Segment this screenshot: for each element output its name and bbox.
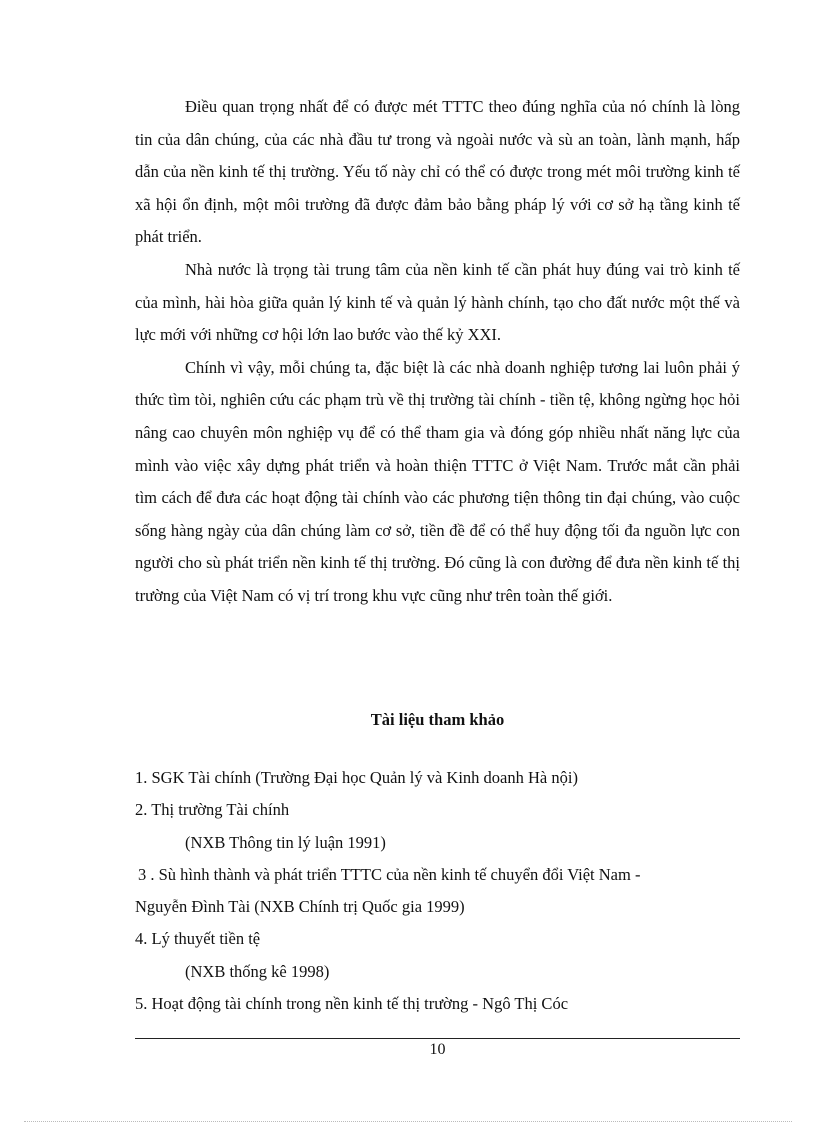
reference-line: 2. Thị trường Tài chính: [135, 800, 290, 820]
paragraph-2: Nhà nước là trọng tài trung tâm của nền kinh tế cần phát huy đúng vai trò kinh tế của mình, hài hòa giữa quản lý kinh tế và quản lý hành chính, tạo cho đất nước một thế và lực mới với những cơ hội lớn lao bước vào thế kỷ XXI.: [135, 259, 740, 345]
reference-line: (NXB Thông tin lý luận 1991): [185, 832, 386, 852]
paragraph-3: Chính vì vậy, mỗi chúng ta, đặc biệt là các nhà doanh nghiệp tương lai luôn phải ý thức tìm tòi, nghiên cứu các phạm trù về thị trường tài chính - tiền tệ, không ngừng học hỏi nâng cao chuyên môn nghiệp vụ để có thể tham gia và đóng góp nhiều nhất năng lực của mình vào việc xây dựng phát triển và hoàn thiện TTTC ở Việt Nam. Trước mắt cần phải tìm cách để đưa các hoạt động tài chính vào các phương tiện thông tin đại chúng, vào cuộc sống hàng ngày của dân chúng làm cơ sở, tiền đề để có thể huy động tối đa nguồn lực con người cho sù phát triển nền kinh tế thị trường. Đó cũng là con đường để đưa nền kinh tế thị trường của Việt Nam có vị trí trong khu vực cũng như trên toàn thế giới.: [135, 357, 740, 605]
page-bottom-border: [24, 1121, 792, 1122]
reference-line: Nguyễn Đình Tài (NXB Chính trị Quốc gia 1999): [135, 897, 465, 917]
page-number: 10: [429, 1041, 446, 1058]
reference-line: 3 . Sù hình thành và phát triển TTTC của nền kinh tế chuyển đổi Việt Nam -: [138, 864, 641, 884]
references-heading: Tài liệu tham khảo: [370, 710, 505, 729]
references-list: [135, 762, 745, 1020]
reference-line: 5. Hoạt động tài chính trong nền kinh tế thị trường - Ngô Thị Cóc: [135, 994, 569, 1014]
reference-line: (NXB thống kê 1998): [185, 961, 330, 981]
reference-line: 4. Lý thuyết tiền tệ: [135, 929, 261, 949]
reference-line: 1. SGK Tài chính (Trường Đại học Quản lý và Kinh doanh Hà nội): [135, 768, 578, 787]
paragraph-1: Điều quan trọng nhất để có được mét TTTC theo đúng nghĩa của nó chính là lòng tin của dân chúng, của các nhà đầu tư trong và ngoài nước và sù an toàn, lành mạnh, hấp dẫn của nền kinh tế thị trường. Yếu tố này chỉ có thể có được trong mét môi trường kinh tế xã hội ổn định, một môi trường đã được đảm bảo bằng pháp lý với cơ sở hạ tầng kinh tế phát triển.: [135, 97, 740, 247]
body-text: [135, 91, 740, 613]
